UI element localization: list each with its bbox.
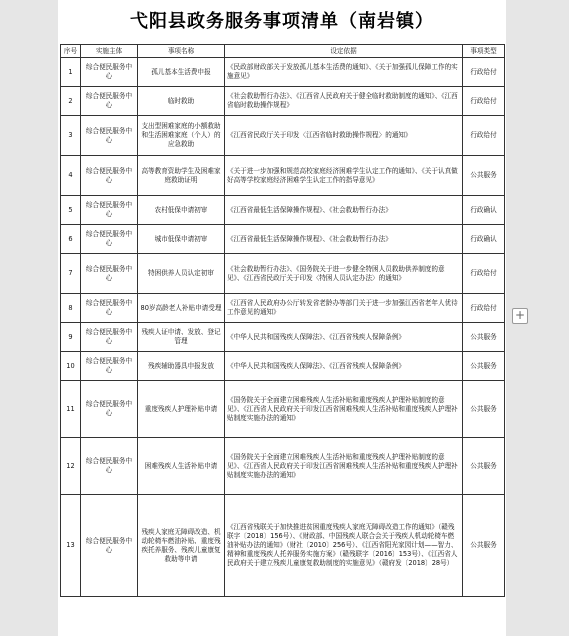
row-number: 4	[61, 156, 81, 196]
row-item-name: 特困供养人员认定初审	[138, 254, 225, 294]
row-type: 公共服务	[463, 352, 505, 381]
table-row	[61, 87, 505, 116]
row-number: 10	[61, 352, 81, 381]
row-type: 行政给付	[463, 294, 505, 323]
table-row	[61, 225, 505, 254]
row-basis: 《江西省民政厅关于印发〈江西省临时救助操作规程〉的通知》	[225, 116, 463, 156]
row-item-name: 高等教育资助学生及困难家庭救助证明	[138, 156, 225, 196]
row-type: 行政确认	[463, 196, 505, 225]
row-type: 公共服务	[463, 323, 505, 352]
row-org: 综合便民服务中心	[81, 381, 138, 438]
header-basis: 设定依据	[225, 45, 463, 58]
row-number: 13	[61, 495, 81, 597]
table-row	[61, 323, 505, 352]
header-no: 序号	[61, 45, 81, 58]
row-item-name: 农村低保申请初审	[138, 196, 225, 225]
row-type: 行政给付	[463, 58, 505, 87]
row-type: 公共服务	[463, 438, 505, 495]
row-org: 综合便民服务中心	[81, 352, 138, 381]
page-title: 弋阳县政务服务事项清单（南岩镇）	[130, 11, 434, 32]
row-basis: 《国务院关于全面建立困难残疾人生活补贴和重度残疾人护理补贴制度的意见》、《江西省人民政府关于印发江西省困难残疾人生活补贴和重度残疾人护理补贴制度实施办法的通知》	[225, 438, 463, 495]
row-org: 综合便民服务中心	[81, 196, 138, 225]
row-number: 12	[61, 438, 81, 495]
row-number: 3	[61, 116, 81, 156]
table-row	[61, 381, 505, 438]
row-basis: 《国务院关于全面建立困难残疾人生活补贴和重度残疾人护理补贴制度的意见》、《江西省人民政府关于印发江西省困难残疾人生活补贴和重度残疾人护理补贴制度实施办法的通知》	[225, 381, 463, 438]
table-row	[61, 254, 505, 294]
row-item-name: 残疾辅助器具申报发放	[138, 352, 225, 381]
row-number: 7	[61, 254, 81, 294]
header-org: 实施主体	[81, 45, 138, 58]
row-number: 9	[61, 323, 81, 352]
row-org: 综合便民服务中心	[81, 225, 138, 254]
header-name: 事项名称	[138, 45, 225, 58]
row-basis: 《中华人民共和国残疾人保障法》、《江西省残疾人保障条例》	[225, 352, 463, 381]
row-number: 5	[61, 196, 81, 225]
row-item-name: 80岁高龄老人补贴申请受理	[138, 294, 225, 323]
row-type: 公共服务	[463, 156, 505, 196]
row-basis: 《关于进一步加强和规范高校家庭经济困难学生认定工作的通知》、《关于认真做好高等学校家庭经济困难学生认定工作的指导意见》	[225, 156, 463, 196]
table-row	[61, 294, 505, 323]
row-basis: 《江西省最低生活保障操作规程》、《社会救助暂行办法》	[225, 196, 463, 225]
row-basis: 《民政部财政部关于发放孤儿基本生活费的通知》、《关于加强孤儿保障工作的实施意见》	[225, 58, 463, 87]
row-number: 6	[61, 225, 81, 254]
table-row	[61, 116, 505, 156]
row-type: 公共服务	[463, 495, 505, 597]
service-list-table	[60, 44, 505, 597]
row-type: 公共服务	[463, 381, 505, 438]
row-item-name: 困难残疾人生活补贴申请	[138, 438, 225, 495]
row-item-name: 城市低保申请初审	[138, 225, 225, 254]
row-basis: 《江西省最低生活保障操作规程》、《社会救助暂行办法》	[225, 225, 463, 254]
row-type: 行政给付	[463, 116, 505, 156]
row-type: 行政给付	[463, 254, 505, 294]
row-basis: 《社会救助暂行办法》、《江西省人民政府关于健全临时救助制度的通知》、《江西省临时救助操作规程》	[225, 87, 463, 116]
row-number: 2	[61, 87, 81, 116]
row-org: 综合便民服务中心	[81, 323, 138, 352]
row-number: 8	[61, 294, 81, 323]
table-row	[61, 352, 505, 381]
row-item-name: 临时救助	[138, 87, 225, 116]
row-org: 综合便民服务中心	[81, 116, 138, 156]
header-type: 事项类型	[463, 45, 505, 58]
row-number: 11	[61, 381, 81, 438]
row-org: 综合便民服务中心	[81, 294, 138, 323]
row-item-name: 残疾人家庭无障碍改造、机动轮椅车燃油补贴、重度残疾托养服务、残疾儿童康复救助等申请	[138, 495, 225, 597]
row-org: 综合便民服务中心	[81, 495, 138, 597]
row-org: 综合便民服务中心	[81, 87, 138, 116]
row-item-name: 残疾人证申请、发放、登记管理	[138, 323, 225, 352]
row-basis: 《社会救助暂行办法》、《国务院关于进一步健全特困人员救助供养制度的意见》、《江西省民政厅关于印发〈特困人员认定办法〉的通知》	[225, 254, 463, 294]
row-type: 行政确认	[463, 225, 505, 254]
row-org: 综合便民服务中心	[81, 58, 138, 87]
row-item-name: 支出型困难家庭的小额救助和生活困难家庭（个人）的应急救助	[138, 116, 225, 156]
table-row	[61, 58, 505, 87]
row-org: 综合便民服务中心	[81, 254, 138, 294]
row-basis: 《江西省残联关于加快推进贫困重度残疾人家庭无障碍改造工作的通知》（赣残联字〔2018〕156号）、《财政部、中国残疾人联合会关于残疾人机动轮椅车燃油补贴办法的通知》（财社〔2010〕256号）、《江西省阳光家园计划——智力、精神和重度残疾人托养服务实施方案》（赣残联字〔2016〕153号）、《江西省人民政府关于建立残疾儿童康复救助制度的实施意见》（赣府发〔2018〕28号）	[225, 495, 463, 597]
add-icon[interactable]: +	[512, 308, 528, 324]
row-org: 综合便民服务中心	[81, 156, 138, 196]
row-type: 行政给付	[463, 87, 505, 116]
row-org: 综合便民服务中心	[81, 438, 138, 495]
table-header-row	[61, 45, 505, 58]
table-row	[61, 495, 505, 597]
row-basis: 《江西省人民政府办公厅转发省老龄办等部门关于进一步加强江西省老年人优待工作意见的通知》	[225, 294, 463, 323]
row-basis: 《中华人民共和国残疾人保障法》、《江西省残疾人保障条例》	[225, 323, 463, 352]
table-row	[61, 438, 505, 495]
row-item-name: 孤儿基本生活费申报	[138, 58, 225, 87]
table-row	[61, 196, 505, 225]
document-page	[58, 0, 506, 636]
row-item-name: 重度残疾人护理补贴申请	[138, 381, 225, 438]
table-row	[61, 156, 505, 196]
row-number: 1	[61, 58, 81, 87]
